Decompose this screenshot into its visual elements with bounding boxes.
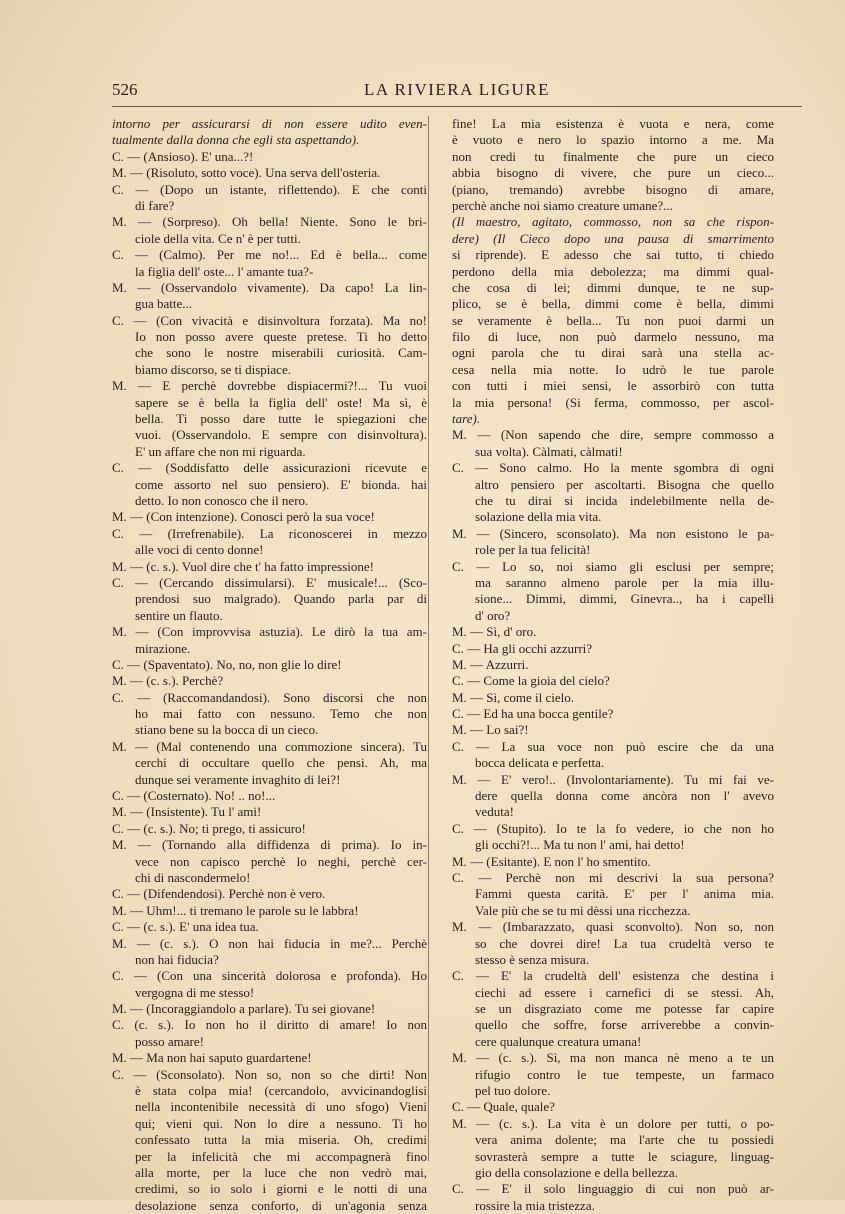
- text-line: cerchi di occultare quello che pensi. Ah, ma: [135, 755, 427, 771]
- text-line: prendosi suo malgrado). Quando parla par di: [135, 591, 427, 607]
- text-line: M. — (Incoraggiandolo a parlare). Tu sei giovane!: [112, 1001, 376, 1017]
- text-line: M. — E perchè dovrebbe dispiacermi?!... Tu vuoi: [112, 378, 427, 394]
- text-line: alla morte, per la luce che non vedrò mai,: [135, 1165, 427, 1180]
- text-line: ho mai fatto con nessuno. Temo che non: [135, 706, 427, 722]
- left-text-column: [112, 116, 427, 1214]
- text-line: C. — (c. s.). No; ti prego, ti assicuro!: [112, 820, 306, 836]
- text-line: non credi tu finalmente che pure un cieco: [452, 148, 774, 164]
- text-line: con tutti i miei sensi, le assorbirò con tutta: [452, 378, 774, 394]
- text-line: (Il maestro, agitato, commosso, non sa che rispon-: [452, 214, 774, 230]
- text-line: ciechi ad essere i carnefici di se stessi. Ah,: [475, 984, 774, 1000]
- text-line: posso amare!: [135, 1033, 204, 1049]
- text-line: C. — (Difendendosi). Perchè non è vero.: [112, 886, 326, 902]
- text-line: role per la tua felicità!: [475, 542, 591, 558]
- text-line: M. — (c. s.). Sì, ma non manca nè meno a te un: [452, 1050, 774, 1066]
- text-line: M. — Uhm!... ti tremano le parole su le labbra!: [112, 902, 359, 918]
- text-line: sapere se è bella la figlia dell' oste! Ma sì, è: [135, 394, 427, 410]
- text-line: è vuoto e nero lo spazio intorno a me. Ma: [452, 132, 774, 148]
- text-line: M. — (Non sapendo che dire, sempre commosso a: [452, 427, 774, 443]
- text-line: C. — (Dopo un istante, riflettendo). E che conti: [112, 181, 427, 197]
- text-line: di fare?: [135, 197, 175, 213]
- text-line: ciole della vita. Ce n' è per tutti.: [135, 230, 301, 246]
- text-line: perchè anche noi siamo creature umane?...: [452, 197, 673, 213]
- text-line: sione... Dimmi, dimmi, Ginevra.., ha i capelli: [475, 591, 774, 607]
- text-line: pel tuo dolore.: [475, 1083, 551, 1099]
- text-line: gua batte...: [135, 296, 193, 312]
- text-line: M. — (Con improvvisa astuzia). Le dirò la tua am-: [112, 624, 427, 640]
- text-line: M. — (c. s.). Perchè?: [112, 673, 224, 689]
- text-line: M. — (c. s.). O non hai fiducia in me?... Perchè: [112, 935, 427, 951]
- text-line: d' oro?: [475, 607, 511, 623]
- text-line: vece non capisco perchè lo neghi, perchè cer-: [135, 853, 427, 869]
- text-line: cere qualunque creatura umana!: [475, 1033, 642, 1049]
- text-line: M. — (Sorpreso). Oh bella! Niente. Sono le bri-: [112, 214, 427, 230]
- text-line: vera anima dolente; ma l'arte che tu possiedi: [475, 1132, 774, 1148]
- text-line: M. — (Osservandolo vivamente). Da capo! La lin-: [112, 279, 427, 295]
- text-line: (piano, tremando) avrebbe bisogno di amare,: [452, 181, 774, 197]
- text-line: C. — (Cercando dissimularsi). E' musicale!... (Sco-: [112, 574, 427, 590]
- text-line: C. — (Ansioso). E' una...?!: [112, 148, 254, 164]
- text-line: C. — Perchè non mi descrivi la sua persona?: [452, 869, 774, 885]
- text-line: M. — (Mal contenendo una commozione sincera). Tu: [112, 738, 427, 754]
- text-line: C. — E' il solo linguaggio di cui non può ar-: [452, 1181, 774, 1197]
- text-line: C. — Sono calmo. Ho la mente sgombra di ogni: [452, 460, 774, 476]
- text-line: stesso è senza misura.: [475, 951, 590, 967]
- text-line: C. — (Spaventato). No, no, non glie lo dire!: [112, 656, 342, 672]
- running-title: LA RIVIERA LIGURE: [363, 80, 551, 99]
- text-line: C. — Ed ha una bocca gentile?: [452, 706, 614, 722]
- text-line: so che dovrei dire! La tua crudeltà verso te: [475, 935, 774, 951]
- text-line: altro pensiero per ascoltarti. Bisogna che quello: [475, 476, 774, 492]
- text-line: per la infelicità che mi accompagnerà fino: [135, 1148, 427, 1164]
- text-line: si riprende). E adesso che sai tutto, ti chiedo: [452, 247, 774, 263]
- text-line: rossire la mia tristezza.: [475, 1197, 595, 1213]
- text-line: dunque sei veramente invaghito di lei?!: [135, 771, 341, 787]
- text-line: bella. Ti posso dare tutte le spiegazioni che: [135, 411, 427, 427]
- text-line: ogni parola che tu dirai sarà una stella ac-: [452, 345, 774, 361]
- text-line: biamo discorso, se ti dispiace.: [135, 361, 291, 377]
- text-line: perdono della mia debolezza; ma dimmi qual-: [452, 263, 774, 279]
- text-line: M. — (Con intenzione). Conosci però la sua voce!: [112, 509, 375, 525]
- text-line: C. — (Irrefrenabile). La riconoscerei in mezzo: [112, 525, 427, 541]
- text-line: cesa nella mia notte. Io udrò le tue parole: [452, 361, 774, 377]
- text-line: Fammi questa carità. E' per l' anima mia.: [475, 886, 774, 902]
- text-line: vuoi. (Osservandolo. E sempre con disinvoltura).: [135, 427, 427, 443]
- column-divider: [428, 116, 429, 1161]
- text-line: C. — (Stupito). Io te la fo vedere, io che non ho: [452, 820, 774, 836]
- text-line: C. — (Sconsolato). Non so, non so che dirti! Non: [112, 1066, 427, 1082]
- text-line: confessato tutta la mia miseria. Oh, credimi: [135, 1132, 427, 1148]
- text-line: E' un affare che non mi riguarda.: [135, 443, 306, 459]
- text-line: rifugio contro le tue tempeste, un farmaco: [475, 1066, 774, 1082]
- text-line: abbia bisogno di vivere, che pure un cieco...: [452, 165, 774, 181]
- text-line: C. — (Soddisfatto delle assicurazioni ricevute e: [112, 460, 427, 476]
- text-line: M. — (c. s.). Vuol dire che t' ha fatto impressione!: [112, 558, 374, 574]
- text-line: tualmente dalla donna che egli sta aspettando).: [112, 132, 360, 148]
- page-header: [112, 78, 802, 108]
- text-line: C. — (c. s.). E' una idea tua.: [112, 919, 259, 935]
- text-line: intorno per assicurarsi di non essere udito even-: [112, 116, 427, 131]
- text-line: alle voci di cento donne!: [135, 542, 264, 558]
- text-line: bocca delicata e perfetta.: [475, 755, 605, 771]
- text-line: M. — (Esitante). E non l' ho smentito.: [452, 853, 651, 869]
- text-line: se un disgraziato come me potesse far capire: [475, 1001, 774, 1017]
- text-line: C. — Lo so, noi siamo gli esclusi per sempre;: [452, 558, 774, 574]
- text-line: solazione della mia vita.: [475, 509, 602, 525]
- text-line: C. — (Con vivacità e disinvoltura forzata). Ma no!: [112, 312, 427, 328]
- text-line: M. — Ma non hai saputo guardartene!: [112, 1050, 312, 1066]
- text-line: chi di nascondermelo!: [135, 869, 251, 885]
- text-line: Io non posso avere queste pretese. Ti ho detto: [135, 329, 427, 345]
- text-line: M. — Sì, come il cielo.: [452, 689, 575, 705]
- text-line: M. — Sì, d' oro.: [452, 624, 537, 640]
- text-line: sentire un flauto.: [135, 607, 223, 623]
- text-line: non hai fiducia?: [135, 951, 219, 967]
- text-line: C. — Ha gli occhi azzurri?: [452, 640, 593, 656]
- text-line: M. — (Insistente). Tu l' ami!: [112, 804, 262, 820]
- text-line: plico, se è bella, dimmi come è bella, dimmi: [452, 296, 774, 312]
- text-line: la figlia dell' oste... l' amante tua?-: [135, 263, 314, 279]
- text-line: se veramente è bella... Tu non puoi darmi un: [452, 312, 774, 328]
- text-line: M. — (c. s.). La vita è un dolore per tutti, o po-: [452, 1115, 774, 1131]
- text-line: che sono le nostre miserabili curiosità. Cam-: [135, 345, 427, 361]
- text-line: M. — Azzurri.: [452, 656, 529, 672]
- text-line: dere) (Il Cieco dopo una pausa di smarrimento: [452, 230, 774, 246]
- right-text-column: [452, 116, 774, 1214]
- header-rule: [112, 106, 802, 107]
- text-line: M. — (Tornando alla diffidenza di prima). Io in-: [112, 837, 427, 853]
- text-line: M. — (Risoluto, sotto voce). Una serva dell'osteria.: [112, 165, 381, 181]
- text-line: sua volta). Càlmati, càlmati!: [475, 443, 623, 459]
- text-line: Vale più che se tu mi dèssi una ricchezza.: [475, 902, 691, 918]
- text-line: che cosa di lei; dimmi dunque, te ne sup-: [452, 279, 774, 295]
- text-line: C. — Come la gioia del cielo?: [452, 673, 610, 689]
- text-line: M. — (Imbarazzato, quasi sconvolto). Non so, non: [452, 919, 774, 935]
- text-line: C. — La sua voce non può escire che da una: [452, 738, 774, 754]
- text-line: quello che soffre, forse arriverebbe a convin-: [475, 1017, 774, 1033]
- text-line: ma saranno almeno parole per la mia illu-: [475, 574, 774, 590]
- text-line: C. — (Costernato). No! .. no!...: [112, 788, 276, 804]
- text-line: gio della consolazione e della bellezza.: [475, 1165, 678, 1180]
- text-line: C. (c. s.). Io non ho il diritto di amare! Io non: [112, 1017, 427, 1033]
- text-line: fine! La mia esistenza è vuota e nera, come: [452, 116, 774, 131]
- text-line: M. — (Sincero, sconsolato). Ma non esistono le pa-: [452, 525, 774, 541]
- text-line: C. — (Raccomandandosi). Sono discorsi che non: [112, 689, 427, 705]
- text-line: C. — E' la crudeltà dell' esistenza che destina i: [452, 968, 774, 984]
- text-line: C. — Quale, quale?: [452, 1099, 555, 1115]
- page-number: 526: [112, 80, 138, 99]
- text-line: veduta!: [475, 804, 514, 820]
- text-line: è stata colpa mia! (cercandolo, avvicinandoglisi: [135, 1083, 427, 1099]
- text-line: stiano bene su la bocca di un cieco.: [135, 722, 319, 738]
- text-line: nella incontenibile necessità di uno sfogo) Vieni: [135, 1099, 427, 1115]
- text-line: vergogna di me stesso!: [135, 984, 255, 1000]
- text-line: M. — Lo sai?!: [452, 722, 529, 738]
- text-line: come assorto nel suo pensiero). E' bionda. hai: [135, 476, 427, 492]
- text-line: gli occhi?!... Ma tu non l' ami, hai detto!: [475, 837, 685, 853]
- text-line: C. — (Con una sincerità dolorosa e profonda). Ho: [112, 968, 427, 984]
- text-line: M. — E' vero!.. (Involontariamente). Tu mi fai ve-: [452, 771, 774, 787]
- text-line: la mia persona! (Si ferma, commosso, per ascol-: [452, 394, 774, 410]
- text-line: C. — (Calmo). Per me no!... Ed è bella... come: [112, 247, 427, 263]
- text-line: sovrasterà sempre a tutte le sciagure, linguag-: [475, 1148, 774, 1164]
- text-line: dere quella donna come ancòra non l' avevo: [475, 788, 774, 804]
- text-line: credimi, so io solo i giorni e le notti di una: [135, 1181, 427, 1197]
- text-line: mirazione.: [135, 640, 191, 656]
- text-line: che tu dirai si incida indelebilmente nella de-: [475, 492, 774, 508]
- text-line: filo di luce, non può darmelo nessuno, ma: [452, 329, 774, 345]
- text-line: detto. Io non conosco che il nero.: [135, 492, 309, 508]
- text-line: desolazione senza conforto, di un'agonia senza: [135, 1197, 427, 1213]
- text-line: tare).: [452, 411, 481, 427]
- text-line: qui; vieni qui. Non lo dire a nessuno. Ti ho: [135, 1115, 427, 1131]
